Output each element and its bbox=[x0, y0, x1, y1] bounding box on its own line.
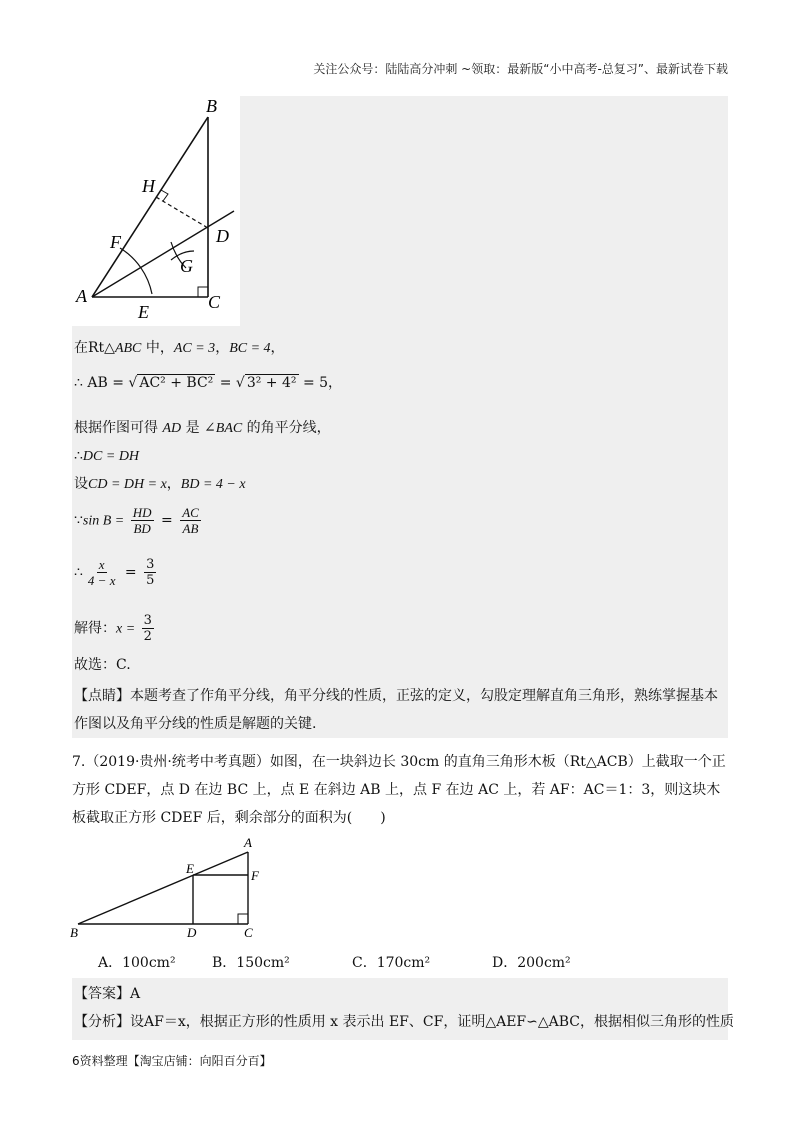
label-C: C bbox=[208, 292, 221, 312]
page-number: 6 bbox=[72, 1054, 80, 1068]
answer-text: 【答案】A bbox=[74, 986, 141, 1002]
fraction-hd-bd: $\frac{HD}{BD}$ bbox=[132, 505, 152, 536]
solution-line-9: 故选：C. bbox=[74, 657, 131, 673]
analysis-text: 【分析】设AF＝x，根据正方形的性质用 x 表示出 EF、CF，证明△AEF∽△ABC，根据相似三角形的性质 bbox=[74, 1014, 735, 1030]
label-H: H bbox=[142, 176, 155, 196]
label-B: B bbox=[206, 96, 217, 116]
solution-comment: 【点睛】本题考查了作角平分线，角平分线的性质，正弦的定义，勾股定理解直角三角形，熟练掌握基本作图以及角平分线的性质是解题的关键. bbox=[74, 688, 718, 732]
fraction-x-4x: $\frac{x}{4 - x}$ bbox=[87, 557, 116, 588]
label-G: G bbox=[180, 256, 193, 276]
solution-line-1: 在Rt△ABC 中，AC = 3，BC = 4， bbox=[74, 340, 285, 356]
choice-a[interactable]: A．100cm² bbox=[98, 955, 176, 971]
solution-shade-top bbox=[240, 96, 728, 326]
page-footer bbox=[72, 1052, 272, 1069]
question-7-text: 7.（2019·贵州·统考中考真题）如图，在一块斜边长 30cm 的直角三角形木板（Rt△ACB）上截取一个正方形 CDEF，点 D 在边 BC 上，点 E 在斜边 AB 上，点 F 在边 AC 上，若 AF：AC＝1：3，则这块木板截取正方形 CDEF 后，剩余部分的面积为( ) bbox=[72, 754, 726, 826]
fraction-3-2: $\frac{3}{2}$ bbox=[143, 613, 152, 644]
choice-c[interactable]: C．170cm² bbox=[352, 955, 431, 971]
figure-square-in-triangle bbox=[68, 834, 268, 944]
figure-square-in-triangle-svg bbox=[68, 834, 268, 944]
figure-angle-bisector-svg bbox=[72, 96, 240, 326]
solution-line-2: ∴ AB = √ AC² + BC² = √ 3² + 4² = 5， bbox=[74, 375, 343, 391]
label-D: D bbox=[216, 226, 229, 246]
label-A: A bbox=[244, 835, 252, 850]
page-header: 关注公众号：陆陆高分冲刺 ~领取：最新版“小中高考-总复习”、最新试卷下载 bbox=[313, 62, 728, 76]
figure-angle-bisector bbox=[72, 96, 240, 326]
fraction-ac-ab: $\frac{AC}{AB}$ bbox=[182, 505, 199, 536]
label-D: D bbox=[187, 925, 197, 940]
choice-d[interactable]: D．200cm² bbox=[492, 955, 571, 971]
label-F: F bbox=[251, 868, 259, 883]
fraction-3-5: $\frac{3}{5}$ bbox=[146, 557, 155, 588]
footer-text: 资料整理【淘宝店铺：向阳百分百】 bbox=[79, 1054, 272, 1068]
label-A: A bbox=[76, 286, 87, 306]
solution-line-7: ∴ $\frac{x}{4 - x}$ = $\frac{3}{5}$ bbox=[74, 557, 155, 588]
solution-line-8: 解得：x = $\frac{3}{2}$ bbox=[74, 613, 152, 644]
solution-line-5: 设CD = DH = x，BD = 4 − x bbox=[74, 476, 246, 492]
choice-b[interactable]: B．150cm² bbox=[212, 955, 290, 971]
label-C: C bbox=[244, 925, 253, 940]
solution-line-3: 根据作图可得 AD 是 ∠BAC 的角平分线， bbox=[74, 420, 331, 436]
label-B: B bbox=[70, 925, 78, 940]
solution-line-4: ∴DC = DH bbox=[74, 448, 140, 464]
solution-line-6: ∵sin B = $\frac{HD}{BD}$ = $\frac{AC}{AB}$ bbox=[74, 505, 199, 536]
label-F: F bbox=[110, 232, 121, 252]
label-E: E bbox=[186, 861, 194, 876]
label-E: E bbox=[138, 302, 149, 322]
